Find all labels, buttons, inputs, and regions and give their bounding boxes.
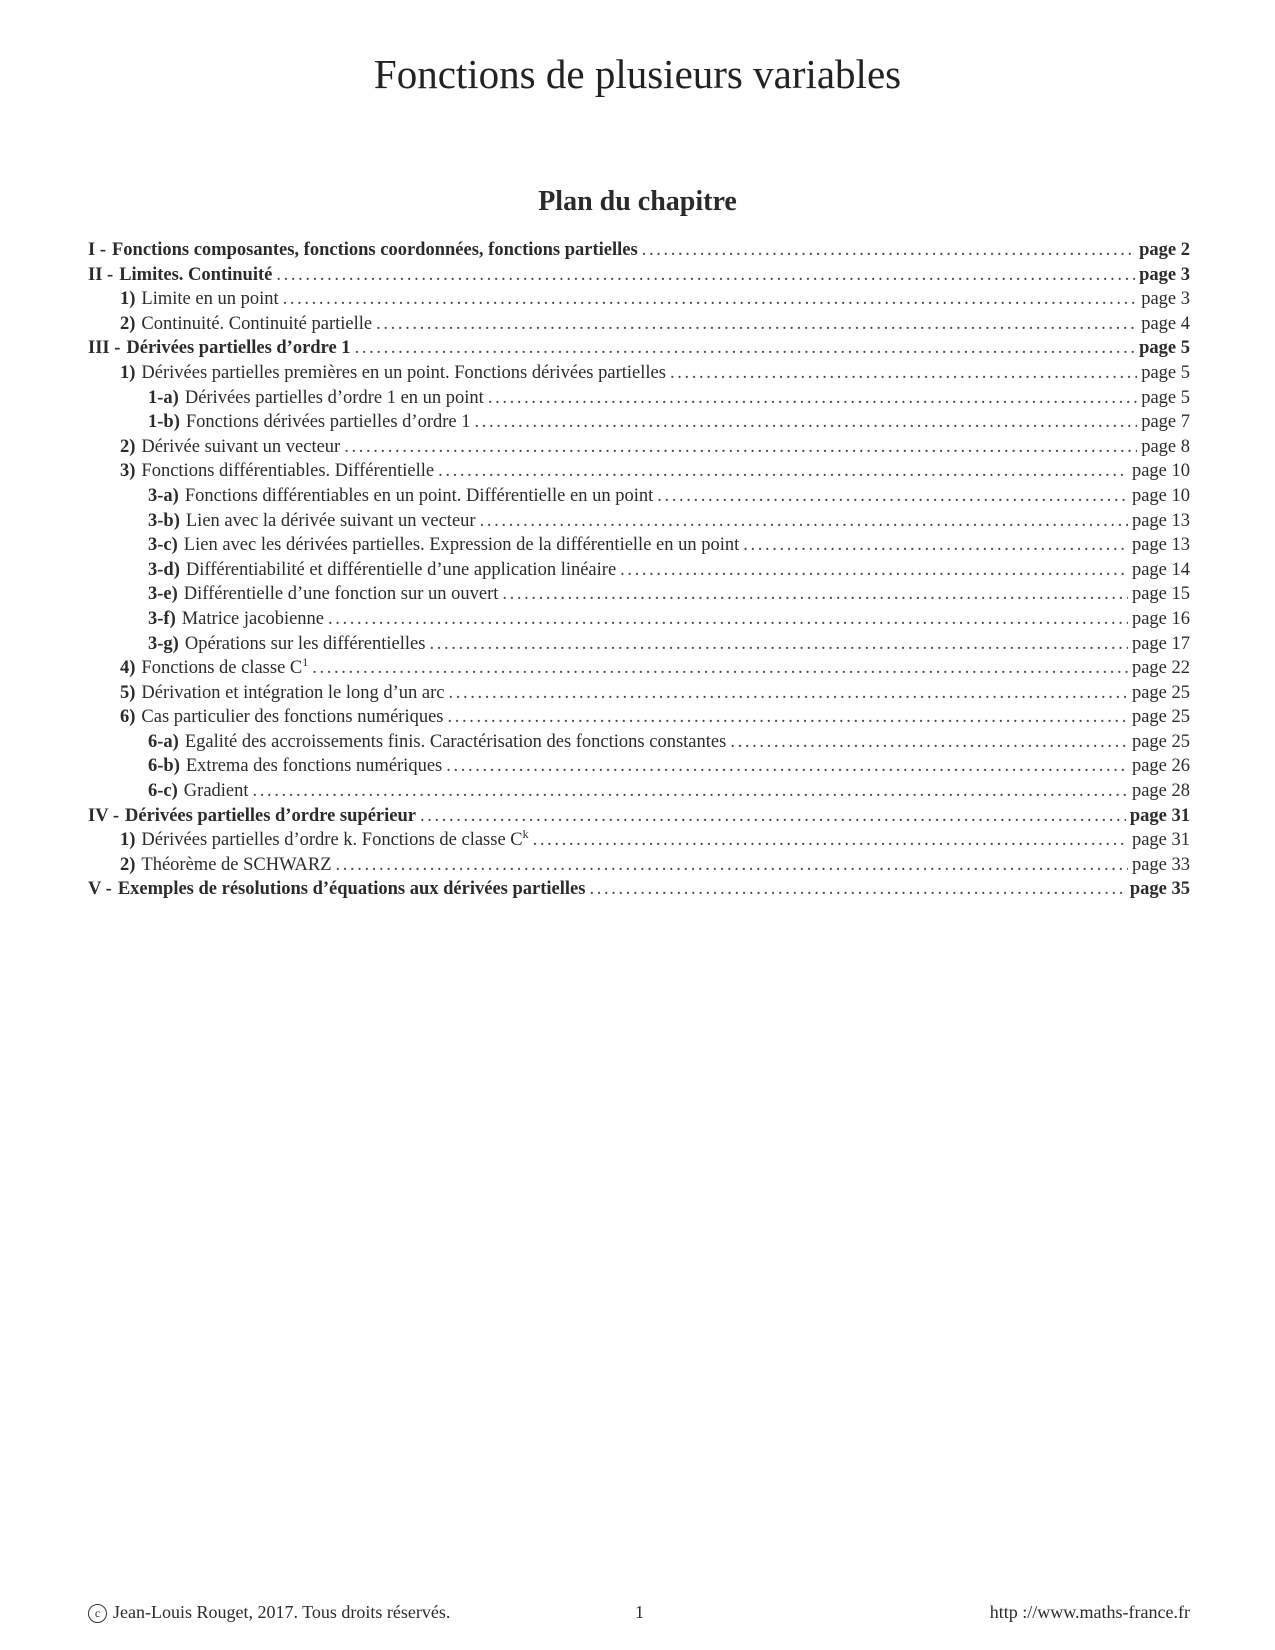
toc-entry[interactable] <box>88 779 1190 804</box>
dot-leader <box>488 386 1137 411</box>
toc-entry-page[interactable]: page 26 <box>1131 756 1190 777</box>
dot-leader <box>448 705 1128 730</box>
dot-leader <box>502 582 1128 607</box>
toc-entry-page[interactable]: page 15 <box>1131 584 1190 605</box>
toc-entry-number: 3-g) <box>148 633 179 654</box>
toc-entry-page[interactable]: page 14 <box>1131 559 1190 580</box>
toc-entry-title <box>112 238 638 263</box>
toc-entry[interactable] <box>88 386 1190 411</box>
toc-entry-title <box>186 509 476 534</box>
toc-entry-number: 2) <box>120 854 136 875</box>
toc-entry-title <box>184 533 739 558</box>
toc-entry[interactable] <box>88 558 1190 583</box>
toc-entry-title-text: Fonctions composantes, fonctions coordonnées, fonctions partielles <box>112 240 638 260</box>
toc-entry-title <box>185 484 653 509</box>
dot-leader <box>449 681 1128 706</box>
toc-entry-title-text: Différentiabilité et différentielle d’une application linéaire <box>185 559 617 580</box>
toc-entry-number: II - <box>88 264 114 285</box>
dot-leader <box>429 632 1128 657</box>
toc-entry-page[interactable]: page 10 <box>1131 485 1190 506</box>
dot-leader <box>420 804 1126 829</box>
dot-leader <box>336 853 1128 878</box>
toc-entry[interactable] <box>88 853 1190 878</box>
toc-entry-page[interactable]: page 13 <box>1131 535 1190 556</box>
toc-entry-page[interactable]: page 25 <box>1131 707 1190 728</box>
dot-leader <box>670 361 1137 386</box>
copyright-icon: c <box>88 1604 107 1623</box>
toc-entry-number: 6) <box>120 707 136 728</box>
dot-leader <box>474 410 1137 435</box>
toc-entry[interactable] <box>88 828 1190 853</box>
toc-entry-title-text: Limites. Continuité <box>119 264 273 285</box>
toc-entry-title <box>141 681 444 706</box>
toc-entry-page[interactable]: page 8 <box>1141 436 1190 457</box>
toc-entry-title-text: Lien avec les dérivées partielles. Expression de la différentielle en un point <box>183 535 740 556</box>
toc-entry-page[interactable]: page 25 <box>1131 731 1190 752</box>
toc-entry[interactable] <box>88 533 1190 558</box>
dot-leader <box>730 730 1128 755</box>
toc-entry-title <box>141 361 666 386</box>
toc-entry-number: 3-c) <box>148 535 178 556</box>
toc-entry-title <box>141 287 278 312</box>
dot-leader <box>283 287 1138 312</box>
toc-entry-number: IV - <box>88 805 120 826</box>
dot-leader <box>642 238 1135 263</box>
dot-leader <box>589 877 1125 902</box>
toc-entry-title <box>126 336 350 361</box>
toc-entry[interactable] <box>88 263 1190 288</box>
toc-entry-title <box>141 705 443 730</box>
footer-url[interactable]: http ://www.maths-france.fr <box>989 1602 1190 1622</box>
toc-entry[interactable] <box>88 681 1190 706</box>
toc-entry-page[interactable]: page 13 <box>1131 510 1190 531</box>
toc-entry-title-text: Dérivées partielles d’ordre 1 <box>126 338 351 359</box>
toc-entry-page[interactable]: page 10 <box>1131 461 1190 482</box>
toc-entry-page[interactable]: page 3 <box>1139 264 1190 285</box>
toc-entry-title <box>141 435 340 460</box>
dot-leader <box>480 509 1128 534</box>
toc-entry-number: 1) <box>120 830 136 851</box>
toc-entry[interactable] <box>88 336 1190 361</box>
toc-entry-page[interactable]: page 25 <box>1131 682 1190 703</box>
toc-entry[interactable] <box>88 754 1190 779</box>
toc-entry[interactable] <box>88 705 1190 730</box>
toc-entry-title-text: Dérivées partielles d’ordre k. Fonctions de classe C <box>141 830 523 851</box>
toc-entry-title <box>184 779 249 804</box>
toc-entry[interactable] <box>88 484 1190 509</box>
toc-entry-page[interactable]: page 3 <box>1141 289 1190 310</box>
toc-entry-title <box>182 607 324 632</box>
toc-entry-title <box>185 730 726 755</box>
toc-entry[interactable] <box>88 435 1190 460</box>
dot-leader <box>376 312 1137 337</box>
dot-leader <box>446 754 1128 779</box>
toc-entry-number: III - <box>88 338 121 359</box>
page-footer <box>88 1602 1190 1626</box>
dot-leader <box>743 533 1128 558</box>
toc-entry-page[interactable]: page 4 <box>1141 313 1190 334</box>
toc-entry-page[interactable]: page 2 <box>1139 240 1190 260</box>
toc-entry-title-text: Limite en un point <box>141 289 279 310</box>
toc-entry-number: 6-b) <box>148 756 180 777</box>
toc-entry-number: 3-e) <box>148 584 178 605</box>
toc-entry-title-text: Dérivée suivant un vecteur <box>141 436 341 457</box>
toc-entry[interactable] <box>88 287 1190 312</box>
toc-entry-number: 6-a) <box>148 731 179 752</box>
toc-entry-title-text: Différentielle d’une fonction sur un ouvert <box>183 584 499 605</box>
toc-entry-number: V - <box>88 879 112 900</box>
dot-leader <box>276 263 1135 288</box>
toc-entry-number: 6-c) <box>148 781 178 802</box>
toc-entry-number: 2) <box>120 436 136 457</box>
dot-leader <box>355 336 1136 361</box>
toc-entry-title <box>141 656 308 681</box>
dot-leader <box>344 435 1137 460</box>
toc-entry[interactable] <box>88 607 1190 632</box>
page-title: Fonctions de plusieurs variables <box>373 51 902 97</box>
toc-entry-title-text: Opérations sur les différentielles <box>184 633 426 654</box>
table-of-contents <box>88 238 1190 902</box>
toc-entry-title <box>184 582 499 607</box>
toc-entry-number: 3-d) <box>148 559 180 580</box>
toc-entry-title-text: Gradient <box>183 781 249 802</box>
toc-entry-title <box>141 828 528 853</box>
toc-entry-title-text: Exemples de résolutions d’équations aux dérivées partielles <box>117 879 586 900</box>
toc-entry-page[interactable]: page 31 <box>1131 830 1190 851</box>
toc-entry-number: 3-a) <box>148 485 179 506</box>
dot-leader <box>657 484 1128 509</box>
toc-entry-number: 1) <box>120 362 136 383</box>
page-number: 1 <box>635 1602 644 1622</box>
dot-leader <box>253 779 1128 804</box>
dot-leader <box>438 459 1128 484</box>
toc-entry[interactable] <box>88 632 1190 657</box>
toc-entry-number: 3-b) <box>148 510 180 531</box>
toc-entry-title-text: Continuité. Continuité partielle <box>141 313 373 334</box>
toc-entry-number: 4) <box>120 658 136 679</box>
toc-entry-page[interactable]: page 28 <box>1131 781 1190 802</box>
toc-entry[interactable] <box>88 656 1190 681</box>
footer-copyright <box>88 1602 450 1623</box>
toc-entry-title <box>186 754 442 779</box>
toc-entry[interactable] <box>88 730 1190 755</box>
toc-entry[interactable] <box>88 361 1190 386</box>
toc-entry[interactable] <box>88 238 1190 263</box>
toc-entry-title-text: Fonctions de classe C <box>141 658 303 679</box>
toc-entry-title <box>119 263 272 288</box>
toc-heading: Plan du chapitre <box>538 186 737 217</box>
toc-entry-superscript: k <box>522 828 529 842</box>
toc-entry-title-text: Fonctions dérivées partielles d’ordre 1 <box>185 412 471 433</box>
toc-entry-page[interactable]: page 33 <box>1131 854 1190 875</box>
toc-entry-page[interactable]: page 5 <box>1141 387 1190 408</box>
toc-entry-page[interactable]: page 16 <box>1131 608 1190 629</box>
toc-entry-title-text: Fonctions différentiables. Différentielle <box>141 461 435 482</box>
toc-entry[interactable] <box>88 804 1190 829</box>
dot-leader <box>312 656 1128 681</box>
toc-entry-number: I - <box>88 240 106 260</box>
toc-entry-title-text: Dérivation et intégration le long d’un arc <box>141 682 445 703</box>
toc-entry-page[interactable]: page 35 <box>1129 879 1190 900</box>
toc-entry-number: 3-f) <box>148 608 176 629</box>
toc-entry-page[interactable]: page 17 <box>1131 633 1190 654</box>
toc-entry-page[interactable]: page 5 <box>1141 362 1190 383</box>
toc-entry-title-text: Dérivées partielles d’ordre 1 en un point <box>184 387 484 408</box>
toc-entry-number: 1) <box>120 289 136 310</box>
toc-entry-title-text: Extrema des fonctions numériques <box>185 756 443 777</box>
dot-leader <box>620 558 1128 583</box>
toc-entry-title <box>185 386 484 411</box>
toc-entry-number: 1-b) <box>148 412 180 433</box>
dot-leader <box>533 828 1128 853</box>
copyright-text: Jean-Louis Rouget, 2017. Tous droits réservés. <box>113 1602 451 1622</box>
toc-entry-title <box>125 804 416 829</box>
toc-entry-title-text: Théorème de SCHWARZ <box>141 854 332 875</box>
toc-entry[interactable] <box>88 312 1190 337</box>
toc-entry[interactable] <box>88 582 1190 607</box>
toc-entry-title-text: Matrice jacobienne <box>181 608 325 629</box>
toc-entry[interactable] <box>88 410 1190 435</box>
toc-entry-page[interactable]: page 5 <box>1139 338 1190 359</box>
toc-entry-number: 5) <box>120 682 136 703</box>
toc-entry[interactable] <box>88 459 1190 484</box>
toc-entry-number: 3) <box>120 461 136 482</box>
toc-entry-title <box>185 632 426 657</box>
toc-entry-title-text: Egalité des accroissements finis. Caractérisation des fonctions constantes <box>184 731 727 752</box>
toc-entry-title <box>186 558 616 583</box>
toc-entry-number: 2) <box>120 313 136 334</box>
toc-entry-page[interactable]: page 22 <box>1131 658 1190 679</box>
toc-entry-title-text: Fonctions différentiables en un point. Différentielle en un point <box>184 485 654 506</box>
toc-entry-number: 1-a) <box>148 387 179 408</box>
toc-entry[interactable] <box>88 877 1190 902</box>
toc-entry-title <box>141 312 372 337</box>
toc-entry-title <box>186 410 471 435</box>
toc-entry-page[interactable]: page 7 <box>1141 412 1190 433</box>
toc-entry-title-text: Dérivées partielles d’ordre supérieur <box>125 805 416 826</box>
toc-entry[interactable] <box>88 509 1190 534</box>
toc-entry-title <box>141 459 434 484</box>
toc-entry-superscript: 1 <box>302 656 309 669</box>
toc-entry-page[interactable]: page 31 <box>1129 805 1190 826</box>
toc-entry-title <box>141 853 331 878</box>
toc-entry-title <box>118 877 586 902</box>
toc-entry-title-text: Cas particulier des fonctions numériques <box>141 707 444 728</box>
toc-entry-title-text: Lien avec la dérivée suivant un vecteur <box>185 510 476 531</box>
toc-entry-title-text: Dérivées partielles premières en un point. Fonctions dérivées partielles <box>141 362 666 383</box>
dot-leader <box>328 607 1128 632</box>
